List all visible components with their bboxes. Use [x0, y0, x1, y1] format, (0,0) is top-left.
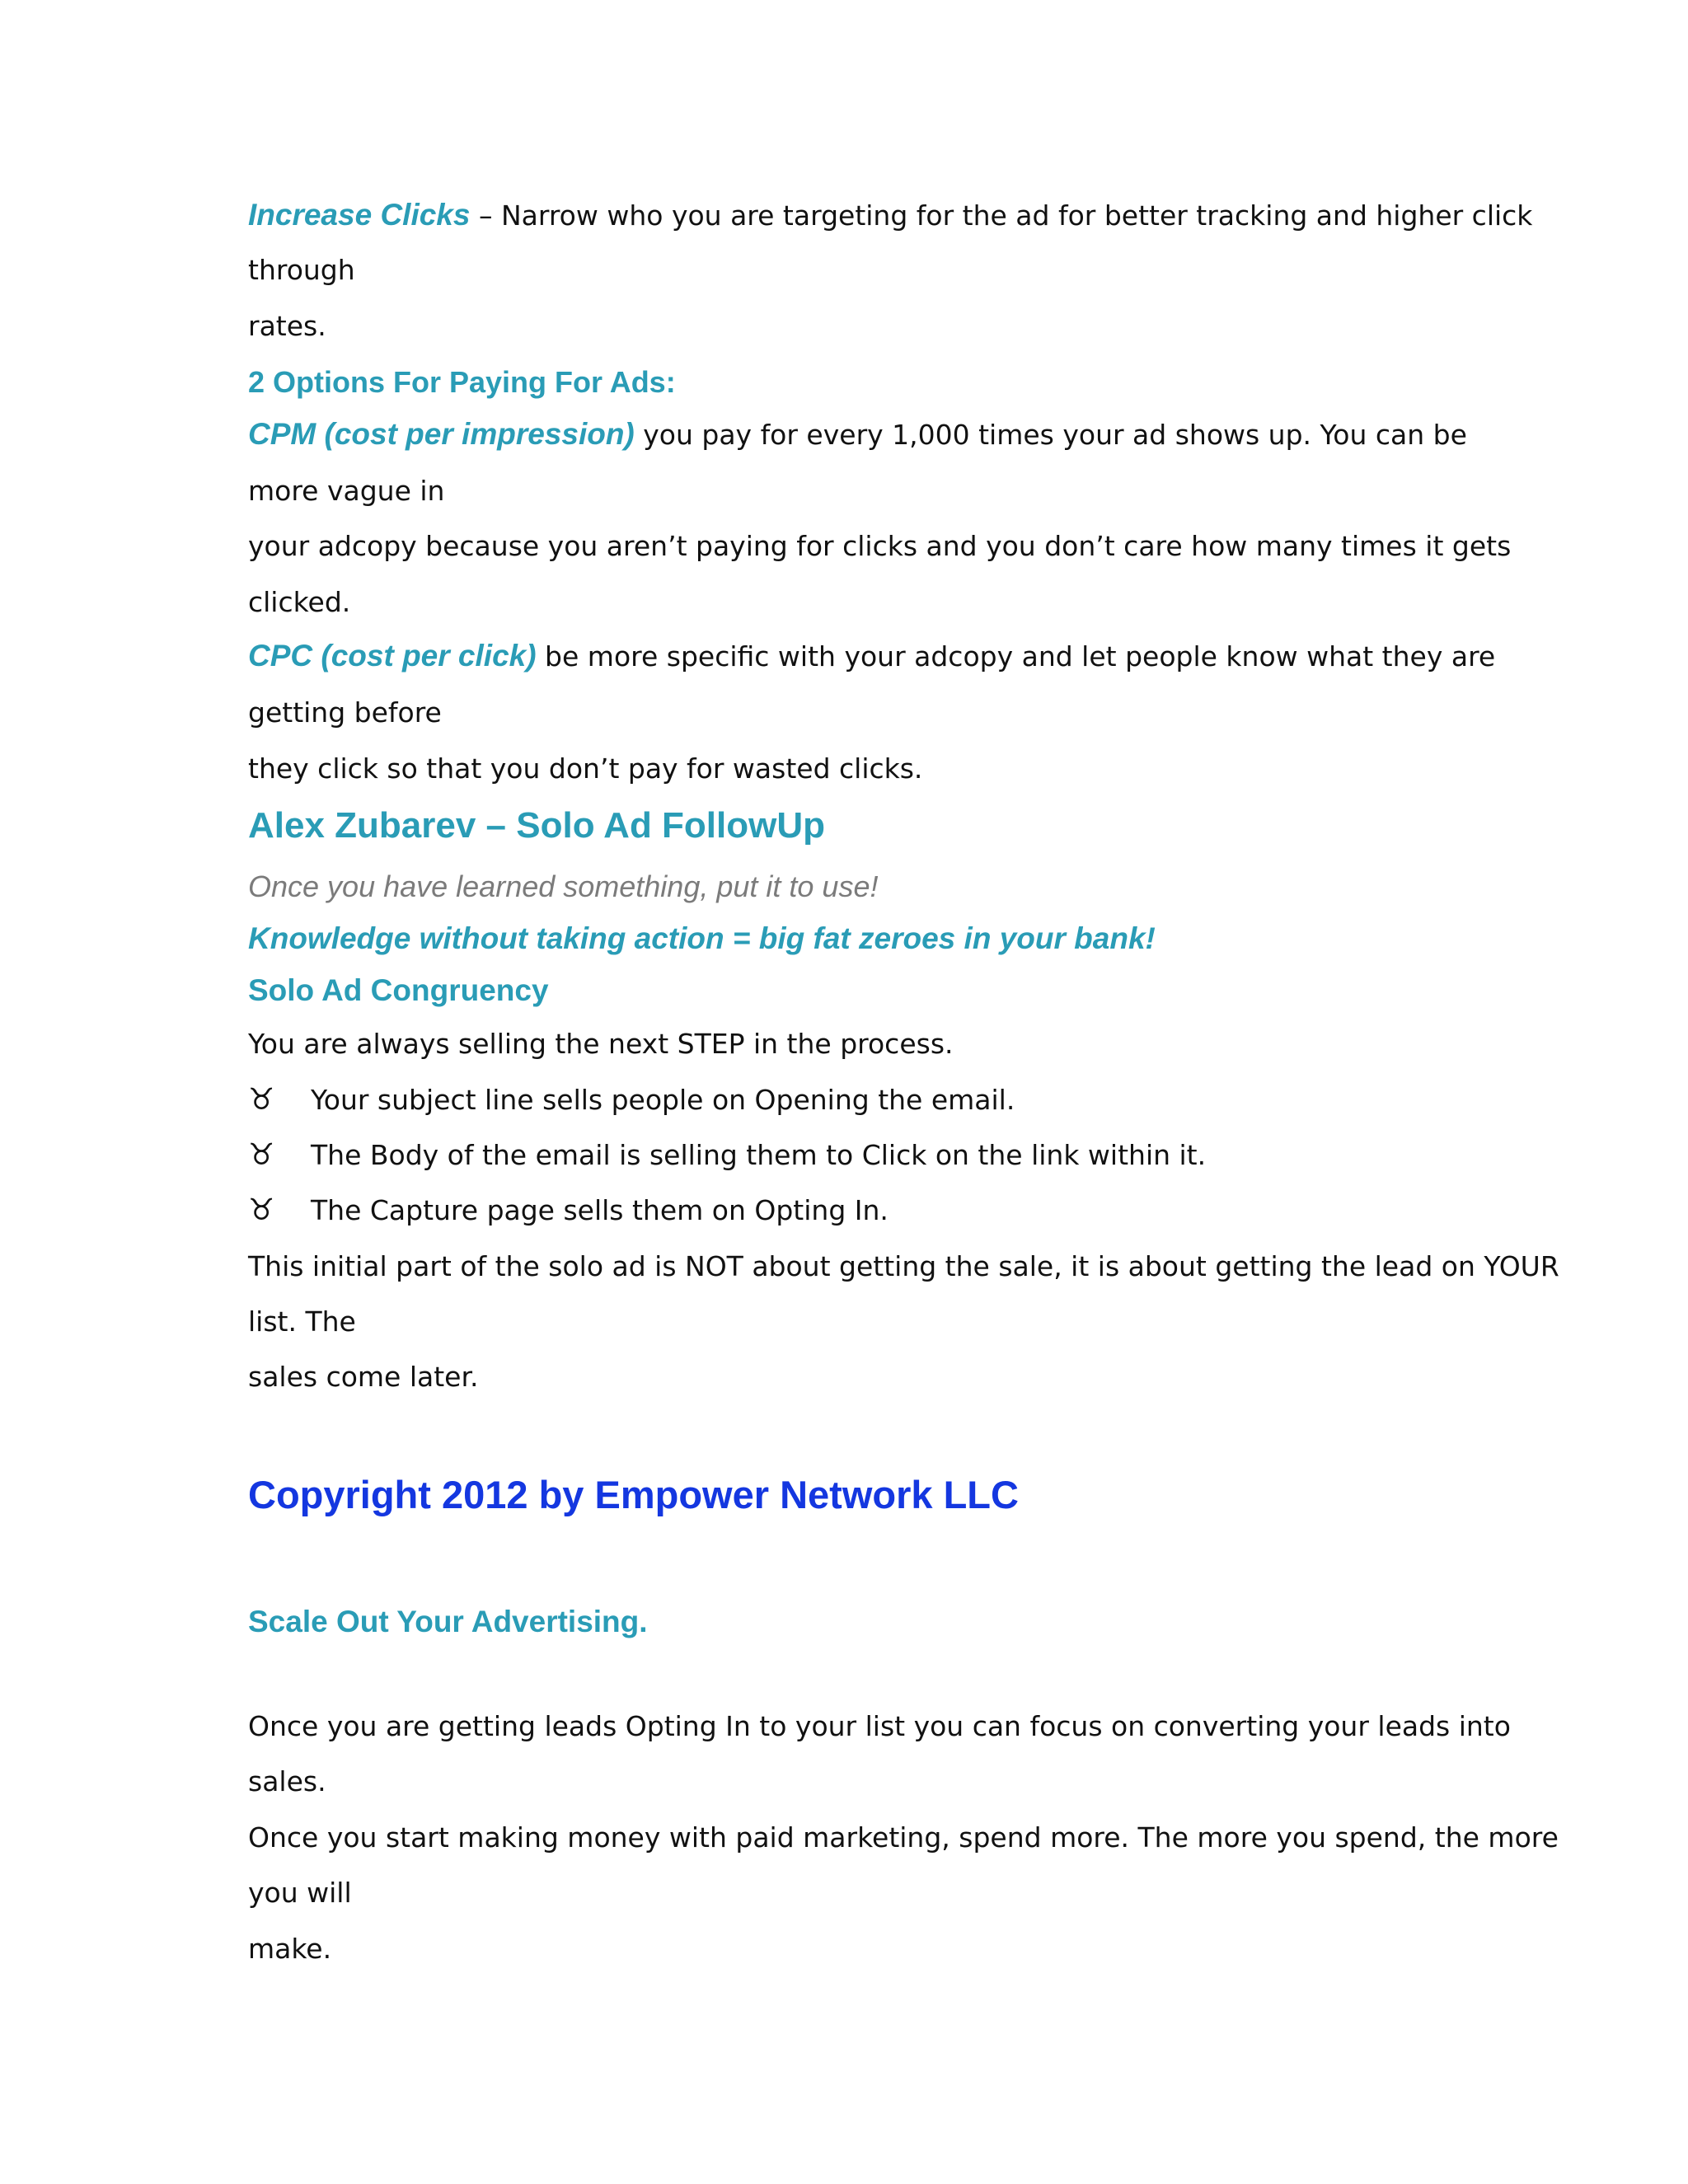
scale-paragraph-2c: make.	[248, 1933, 332, 1965]
solo-ad-paragraph-3: sales come later.	[248, 1361, 479, 1393]
copyright-heading: Copyright 2012 by Empower Network LLC	[248, 1473, 1019, 1516]
cpc-cont-2: they click so that you don’t pay for wasted clicks.	[248, 752, 923, 785]
bullet-item	[248, 1193, 889, 1227]
cpm-cont-1: more vague in	[248, 475, 445, 507]
scale-paragraph-2a: Once you start making money with paid marketing, spend more. The more you spend, the more	[248, 1821, 1559, 1854]
paying-options-heading: 2 Options For Paying For Ads:	[248, 365, 676, 399]
scale-paragraph-2b: you will	[248, 1877, 352, 1909]
taurus-bullet-icon: ♉	[248, 1193, 275, 1227]
increase-clicks-text: – Narrow who you are targeting for the ad for better tracking and higher click	[470, 199, 1533, 232]
followup-heading: Alex Zubarev – Solo Ad FollowUp	[248, 805, 826, 846]
increase-clicks-cont-2: rates.	[248, 310, 326, 342]
scale-paragraph-1b: sales.	[248, 1765, 326, 1797]
cpc-line	[248, 640, 1495, 671]
cpc-label: CPC (cost per click)	[248, 639, 537, 673]
increase-clicks-cont-1: through	[248, 254, 355, 286]
knowledge-line: Knowledge without taking action = big fat zeroes in your bank!	[248, 921, 1156, 955]
bullet-text: Your subject line sells people on Opening the email.	[311, 1084, 1015, 1116]
cpm-text: you pay for every 1,000 times your ad shows up. You can be	[634, 419, 1467, 451]
bullet-text: The Body of the email is selling them to Click on the link within it.	[311, 1139, 1207, 1171]
increase-clicks-line	[248, 199, 1532, 230]
cpc-cont-1: getting before	[248, 696, 442, 729]
taurus-bullet-icon: ♉	[248, 1083, 275, 1117]
increase-clicks-label: Increase Clicks	[248, 198, 471, 232]
cpm-label: CPM (cost per impression)	[248, 417, 635, 451]
scale-paragraph-1a: Once you are getting leads Opting In to your list you can focus on converting your leads into	[248, 1710, 1511, 1742]
cpm-line	[248, 419, 1467, 449]
taurus-bullet-icon: ♉	[248, 1138, 275, 1172]
solo-ad-paragraph-2: list. The	[248, 1305, 356, 1338]
cpc-text: be more specific with your adcopy and let people know what they are	[536, 640, 1496, 673]
congruency-intro: You are always selling the next STEP in the process.	[248, 1028, 954, 1060]
cpm-cont-2: your adcopy because you aren’t paying for clicks and you don’t care how many times it gets	[248, 530, 1512, 562]
bullet-item	[248, 1085, 1015, 1115]
bullet-text: The Capture page sells them on Opting In.	[311, 1194, 889, 1226]
solo-ad-paragraph-1: This initial part of the solo ad is NOT about getting the sale, it is about getting the lead on YOUR	[248, 1250, 1559, 1282]
bullet-item	[248, 1138, 1207, 1172]
cpm-cont-3: clicked.	[248, 586, 351, 618]
followup-quote: Once you have learned something, put it to use!	[248, 869, 879, 903]
solo-ad-congruency-heading: Solo Ad Congruency	[248, 973, 549, 1007]
scale-heading: Scale Out Your Advertising.	[248, 1605, 648, 1638]
